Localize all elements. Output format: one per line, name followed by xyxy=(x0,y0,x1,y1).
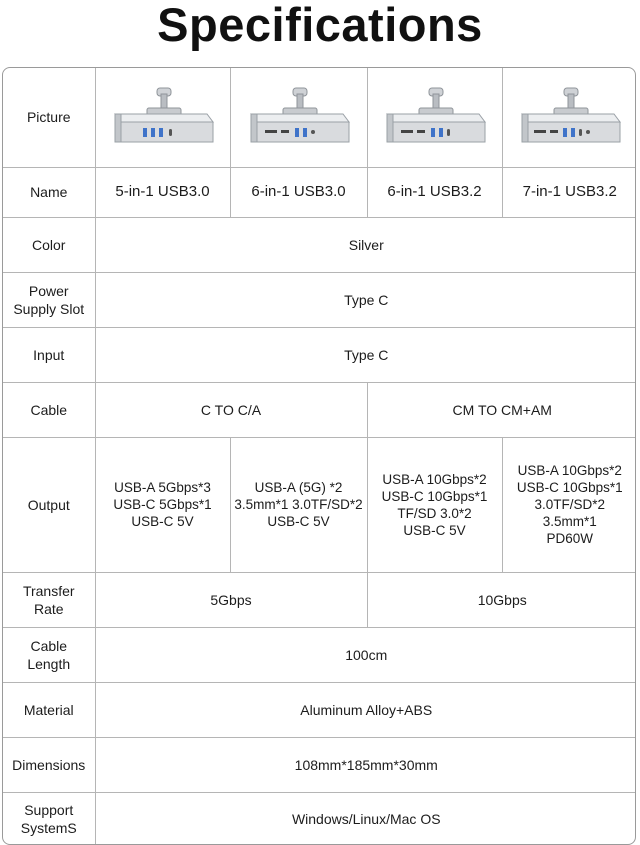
output-cell: USB-A 10Gbps*2 USB-C 10Gbps*1 3.0TF/SD*2 3.5mm*1 PD60W xyxy=(502,437,636,572)
transfer-value: 5Gbps xyxy=(95,572,367,627)
input-value: Type C xyxy=(95,327,636,382)
color-value: Silver xyxy=(95,217,636,272)
cable-value: CM TO CM+AM xyxy=(367,382,636,437)
name-cell: 6-in-1 USB3.0 xyxy=(230,167,367,217)
name-cell: 6-in-1 USB3.2 xyxy=(367,167,502,217)
cable-value: C TO C/A xyxy=(95,382,367,437)
row-label-picture: Picture xyxy=(3,68,95,167)
transfer-row xyxy=(3,572,636,627)
product-image-5in1 xyxy=(95,68,230,167)
page-title: Specifications xyxy=(157,0,483,51)
color-row xyxy=(3,217,636,272)
power-value: Type C xyxy=(95,272,636,327)
row-label-power: Power Supply Slot xyxy=(3,272,95,327)
row-label-output: Output xyxy=(3,437,95,572)
output-cell: USB-A 10Gbps*2 USB-C 10Gbps*1 TF/SD 3.0*2 USB-C 5V xyxy=(367,437,502,572)
usb-hub-image xyxy=(247,84,351,150)
usb-hub-image xyxy=(383,84,487,150)
row-label-name: Name xyxy=(3,167,95,217)
product-image-7in1 xyxy=(502,68,636,167)
power-row xyxy=(3,272,636,327)
row-label-systems: Support SystemS xyxy=(3,792,95,845)
dimensions-value: 108mm*185mm*30mm xyxy=(95,737,636,792)
output-cell: USB-A 5Gbps*3 USB-C 5Gbps*1 USB-C 5V xyxy=(95,437,230,572)
specifications-table xyxy=(2,67,636,845)
product-image-6in1-usb32 xyxy=(367,68,502,167)
row-label-cable: Cable xyxy=(3,382,95,437)
row-label-length: Cable Length xyxy=(3,627,95,682)
name-cell: 7-in-1 USB3.2 xyxy=(502,167,636,217)
output-cell: USB-A (5G) *2 3.5mm*1 3.0TF/SD*2 USB-C 5V xyxy=(230,437,367,572)
row-label-dimensions: Dimensions xyxy=(3,737,95,792)
material-row xyxy=(3,682,636,737)
picture-row xyxy=(3,68,636,167)
name-cell: 5-in-1 USB3.0 xyxy=(95,167,230,217)
usb-hub-image xyxy=(518,84,622,150)
row-label-material: Material xyxy=(3,682,95,737)
material-value: Aluminum Alloy+ABS xyxy=(95,682,636,737)
usb-hub-image xyxy=(111,84,215,150)
cable-row xyxy=(3,382,636,437)
transfer-value: 10Gbps xyxy=(367,572,636,627)
length-value: 100cm xyxy=(95,627,636,682)
name-row xyxy=(3,167,636,217)
row-label-transfer: Transfer Rate xyxy=(3,572,95,627)
row-label-color: Color xyxy=(3,217,95,272)
output-row xyxy=(3,437,636,572)
row-label-input: Input xyxy=(3,327,95,382)
systems-value: Windows/Linux/Mac OS xyxy=(95,792,636,845)
input-row xyxy=(3,327,636,382)
systems-row xyxy=(3,792,636,845)
dimensions-row xyxy=(3,737,636,792)
length-row xyxy=(3,627,636,682)
product-image-6in1-usb30 xyxy=(230,68,367,167)
